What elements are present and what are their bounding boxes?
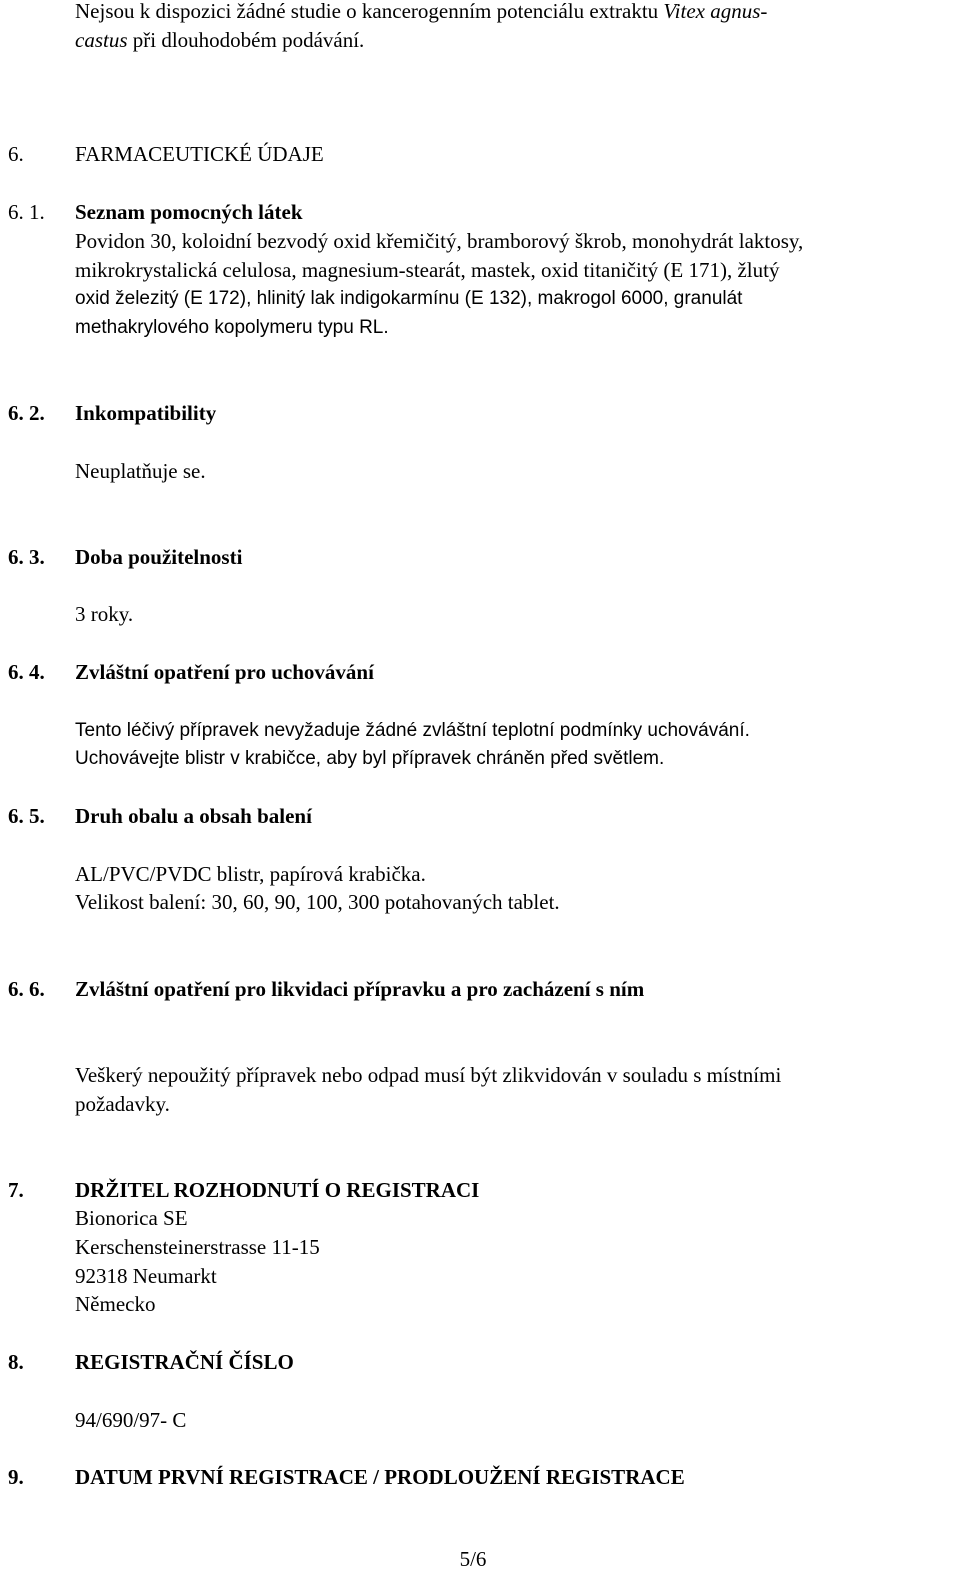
holder-line: Německo [75,1292,156,1316]
incompatibilities-text: Neuplatňuje se. [75,459,206,483]
section-6-3-number: 6. 3. [8,545,45,569]
shelf-life-text: 3 roky. [75,602,134,626]
intro-line-2 [75,26,364,54]
section-6-2-number: 6. 2. [8,401,45,425]
section-7-number: 7. [8,1178,24,1202]
container-line: AL/PVC/PVDC blistr, papírová krabička. [75,862,426,886]
intro-line-1 [75,0,767,25]
disposal-line: požadavky. [75,1092,170,1116]
section-8-title: REGISTRAČNÍ ČÍSLO [75,1350,294,1374]
intro-italic-species-end: castus [75,28,128,52]
section-9-title: DATUM PRVNÍ REGISTRACE / PRODLOUŽENÍ REGISTRACE [75,1465,685,1489]
section-8-number: 8. [8,1350,24,1374]
excipients-line: Povidon 30, koloidní bezvodý oxid křemičitý, bramborový škrob, monohydrát laktosy, [75,229,804,253]
intro-text-end: při dlouhodobém podávání. [127,28,365,52]
disposal-line: Veškerý nepoužitý přípravek nebo odpad musí být zlikvidován v souladu s místními [75,1063,782,1087]
excipients-line: oxid železitý (E 172), hlinitý lak indigokarmínu (E 132), makrogol 6000, granulát [75,288,743,309]
storage-line: Tento léčivý přípravek nevyžaduje žádné zvláštní teplotní podmínky uchovávání. [75,720,750,741]
section-6-title: FARMACEUTICKÉ ÚDAJE [75,142,324,166]
section-9-number: 9. [8,1465,24,1489]
excipients-line: mikrokrystalická celulosa, magnesium-stearát, mastek, oxid titaničitý (E 171), žlutý [75,258,780,282]
section-6-3-title: Doba použitelnosti [75,545,243,569]
holder-line: Kerschensteinerstrasse 11-15 [75,1235,320,1259]
section-6-4-number: 6. 4. [8,660,45,684]
section-6-number: 6. [8,142,24,166]
intro-italic-species: Vitex agnus- [663,0,768,23]
container-line: Velikost balení: 30, 60, 90, 100, 300 potahovaných tablet. [75,890,560,914]
section-6-4-title: Zvláštní opatření pro uchovávání [75,660,374,684]
storage-line: Uchovávejte blistr v krabičce, aby byl přípravek chráněn před světlem. [75,748,665,769]
section-6-6-title: Zvláštní opatření pro likvidaci přípravku a pro zacházení s ním [75,977,645,1001]
page-number: 5/6 [459,1547,487,1571]
holder-line: Bionorica SE [75,1206,188,1230]
holder-line: 92318 Neumarkt [75,1264,217,1288]
section-7-title: DRŽITEL ROZHODNUTÍ O REGISTRACI [75,1178,480,1202]
section-6-6-number: 6. 6. [8,977,45,1001]
section-6-5-number: 6. 5. [8,804,45,828]
section-6-1-number: 6. 1. [8,200,45,224]
section-6-1-title: Seznam pomocných látek [75,200,303,224]
registration-number: 94/690/97- C [75,1408,187,1432]
intro-text: Nejsou k dispozici žádné studie o kancerogenním potenciálu extraktu [75,0,664,23]
excipients-line: methakrylového kopolymeru typu RL. [75,317,389,338]
section-6-5-title: Druh obalu a obsah balení [75,804,312,828]
section-6-2-title: Inkompatibility [75,401,217,425]
